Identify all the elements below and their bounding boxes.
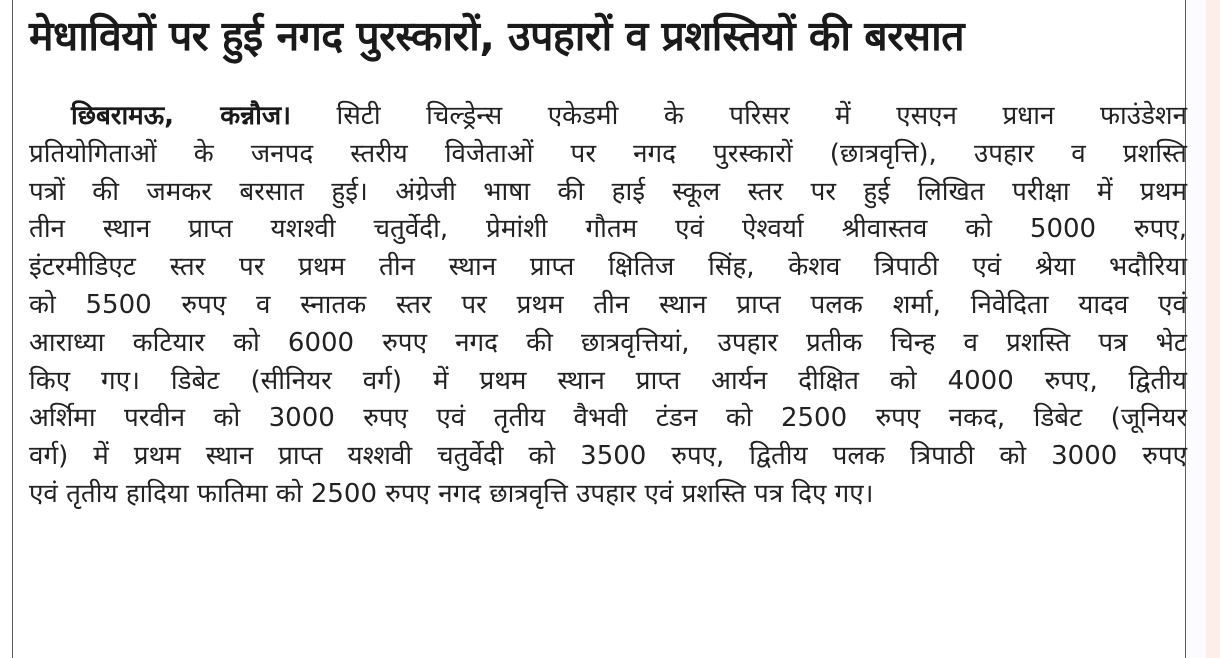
body-line: प्रतियोगिताओं के जनपद स्तरीय विजेताओं पर नगद पुरस्कारों (छात्रवृत्ति), उपहार व प्रशस्ति — [29, 138, 1187, 169]
article-headline: मेधावियों पर हुई नगद पुरस्कारों, उपहारों व प्रशस्तियों की बरसात — [29, 12, 965, 60]
page-gutter — [1187, 0, 1206, 658]
dateline: छिबरामऊ, कन्नौज। — [71, 101, 291, 131]
article-body — [29, 98, 1187, 514]
body-line: इंटरमीडिएट स्तर पर प्रथम तीन स्थान प्राप्त क्षितिज सिंह, केशव त्रिपाठी एवं श्रेया भदौरिया — [29, 252, 1187, 283]
news-article — [12, 0, 1186, 658]
body-line: अर्शिमा परवीन को 3000 रुपए एवं तृतीय वैभवी टंडन को 2500 रुपए नकद, डिबेट (जूनियर — [29, 403, 1187, 434]
body-line: आराध्या कटियार को 6000 रुपए नगद की छात्रवृत्तियां, उपहार प्रतीक चिन्ह व प्रशस्ति पत्र भेट — [29, 327, 1187, 358]
body-line: एवं तृतीय हादिया फातिमा को 2500 रुपए नगद छात्रवृत्ति उपहार एवं प्रशस्ति पत्र दिए गए। — [29, 478, 874, 509]
body-line — [29, 98, 1187, 136]
body-line: वर्ग) में प्रथम स्थान प्राप्त यश्शवी चतुर्वेदी को 3500 रुपए, द्वितीय पलक त्रिपाठी को 3000 रुपए — [29, 441, 1187, 472]
body-line: किए गए। डिबेट (सीनियर वर्ग) में प्रथम स्थान प्राप्त आर्यन दीक्षित को 4000 रुपए, द्वितीय — [29, 365, 1187, 396]
body-line: को 5500 रुपए व स्नातक स्तर पर प्रथम तीन स्थान प्राप्त पलक शर्मा, निवेदिता यादव एवं — [29, 289, 1187, 320]
adjacent-page-edge — [1206, 0, 1220, 658]
body-line-text: सिटी चिल्ड्रेन्स एकेडमी के परिसर में एसएन प्रधान फाउंडेशन — [290, 101, 1187, 131]
body-line: तीन स्थान प्राप्त यशश्वी चतुर्वेदी, प्रेमांशी गौतम एवं ऐश्वर्या श्रीवास्तव को 5000 रुपए, — [29, 214, 1187, 245]
body-line: पत्रों की जमकर बरसात हुई। अंग्रेजी भाषा की हाई स्कूल स्तर पर हुई लिखित परीक्षा में प्रथम — [29, 176, 1187, 207]
